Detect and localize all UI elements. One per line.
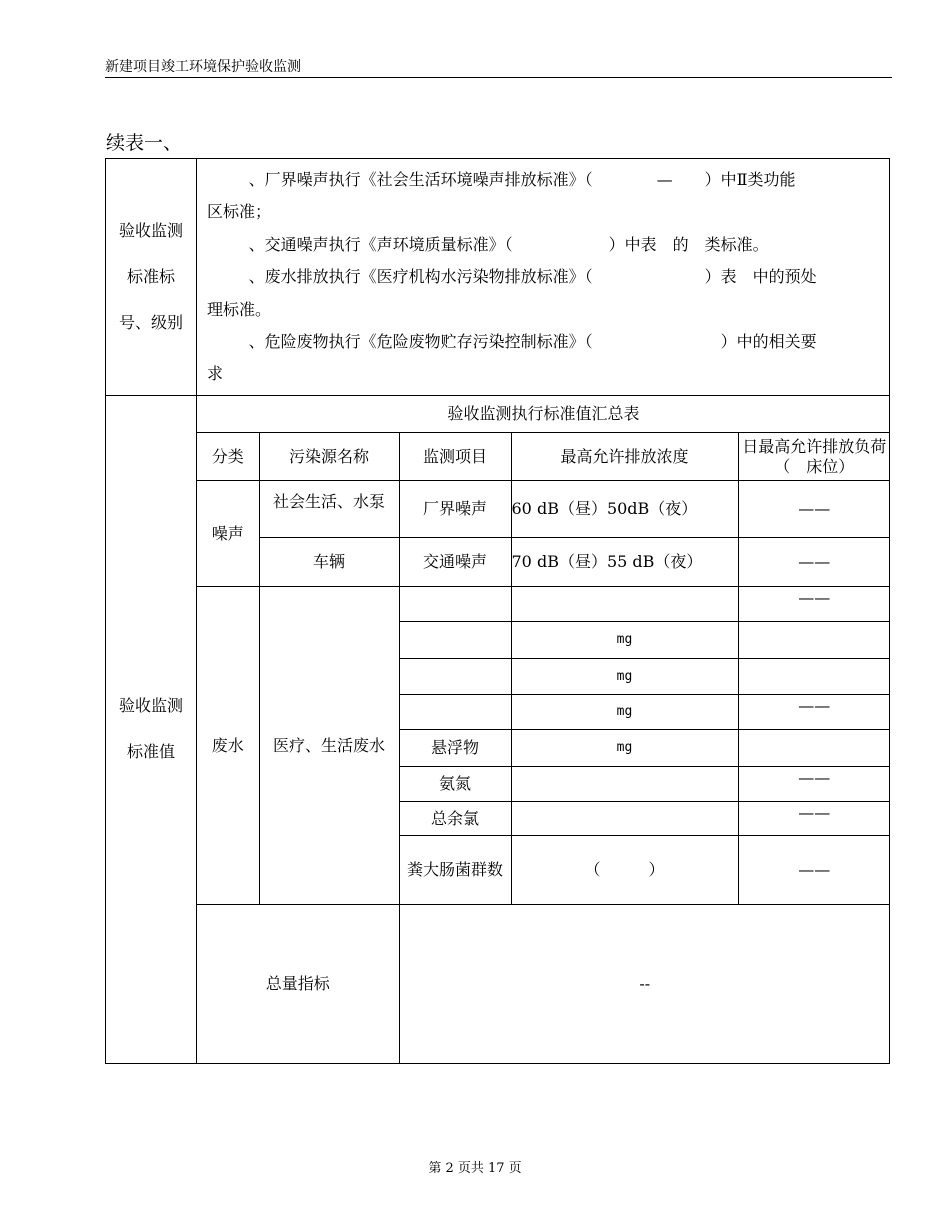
item-cell: 粪大肠菌群数 <box>399 836 511 905</box>
total-value: -- <box>399 905 890 1063</box>
standard-item: 、危险废物执行《危险废物贮存污染控制标准》（ ）中的相关要 <box>248 332 817 352</box>
col-header: 分类 <box>197 433 259 481</box>
page-footer: 第 2 页共 17 页 <box>428 1161 522 1176</box>
source-cell: 社会生活、水泵 <box>259 481 399 538</box>
main-table <box>105 158 890 1064</box>
standards-row <box>106 159 890 396</box>
values-cell <box>197 395 890 1063</box>
item-cell <box>399 622 511 659</box>
limit-cell: mg <box>511 730 738 767</box>
item-cell: 总余氯 <box>399 802 511 836</box>
page-header <box>105 57 892 78</box>
source-cell: 医疗、生活废水 <box>259 587 399 905</box>
load-cell: —— <box>738 802 890 836</box>
col-header: 污染源名称 <box>259 433 399 481</box>
load-cell: —— <box>738 695 890 730</box>
table-row <box>197 538 890 587</box>
source-cell: 车辆 <box>259 538 399 587</box>
item-cell: 氨氮 <box>399 767 511 802</box>
item-cell: 交通噪声 <box>399 538 511 587</box>
standards-text <box>197 159 890 396</box>
values-label-line: 标准值 <box>126 742 175 762</box>
standards-label-line: 标准标 <box>126 266 175 286</box>
load-cell: —— <box>738 538 890 587</box>
item-cell: 悬浮物 <box>399 730 511 767</box>
standards-label <box>106 159 197 396</box>
limit-cell: （ ） <box>511 836 738 905</box>
standard-item: 、废水排放执行《医疗机构水污染物排放标准》（ ）表 中的预处 <box>248 267 817 287</box>
load-cell: —— <box>738 767 890 802</box>
values-label-line: 验收监测 <box>118 696 183 716</box>
load-cell: —— <box>738 587 890 622</box>
table-row <box>197 587 890 622</box>
item-cell <box>399 695 511 730</box>
table-header-row <box>197 433 890 481</box>
section-heading: 续表一、 <box>106 132 183 154</box>
category-cell: 噪声 <box>197 481 259 587</box>
load-cell <box>738 659 890 695</box>
standards-label-line: 验收监测 <box>118 220 183 240</box>
limit-cell <box>511 767 738 802</box>
load-cell: —— <box>738 481 890 538</box>
limit-cell: mg <box>511 695 738 730</box>
col-header: 监测项目 <box>399 433 511 481</box>
item-cell <box>399 587 511 622</box>
standard-item-cont: 理标准。 <box>207 299 272 319</box>
values-row <box>106 395 890 1063</box>
standard-item: 、交通噪声执行《声环境质量标准》（ ）中表 的 类标准。 <box>248 234 769 254</box>
limit-cell <box>511 587 738 622</box>
header-title: 新建项目竣工环境保护验收监测 <box>105 59 301 75</box>
load-cell <box>738 622 890 659</box>
limit-cell: mg <box>511 659 738 695</box>
load-cell: —— <box>738 836 890 905</box>
standard-item-cont: 求 <box>207 364 224 384</box>
limit-cell: 60 dB（昼）50dB（夜） <box>511 481 738 538</box>
load-cell <box>738 730 890 767</box>
item-cell <box>399 659 511 695</box>
item-cell: 厂界噪声 <box>399 481 511 538</box>
col-header: 最高允许排放浓度 <box>511 433 738 481</box>
limit-cell: mg <box>511 622 738 659</box>
standards-label-line: 号、级别 <box>118 312 183 332</box>
summary-table <box>197 396 890 1063</box>
limit-cell <box>511 802 738 836</box>
total-label: 总量指标 <box>197 905 399 1063</box>
total-row <box>197 905 890 1063</box>
limit-cell: 70 dB（昼）55 dB（夜） <box>511 538 738 587</box>
col-header: 日最高允许排放负荷（ 床位） <box>738 433 890 481</box>
table-row <box>197 481 890 538</box>
standard-item: 、厂界噪声执行《社会生活环境噪声排放标准》（ — ）中Ⅱ类功能 <box>248 170 796 189</box>
standard-item-cont: 区标准； <box>207 202 272 222</box>
category-cell: 废水 <box>197 587 259 905</box>
table-title: 验收监测执行标准值汇总表 <box>197 396 890 433</box>
values-label <box>106 395 197 1063</box>
